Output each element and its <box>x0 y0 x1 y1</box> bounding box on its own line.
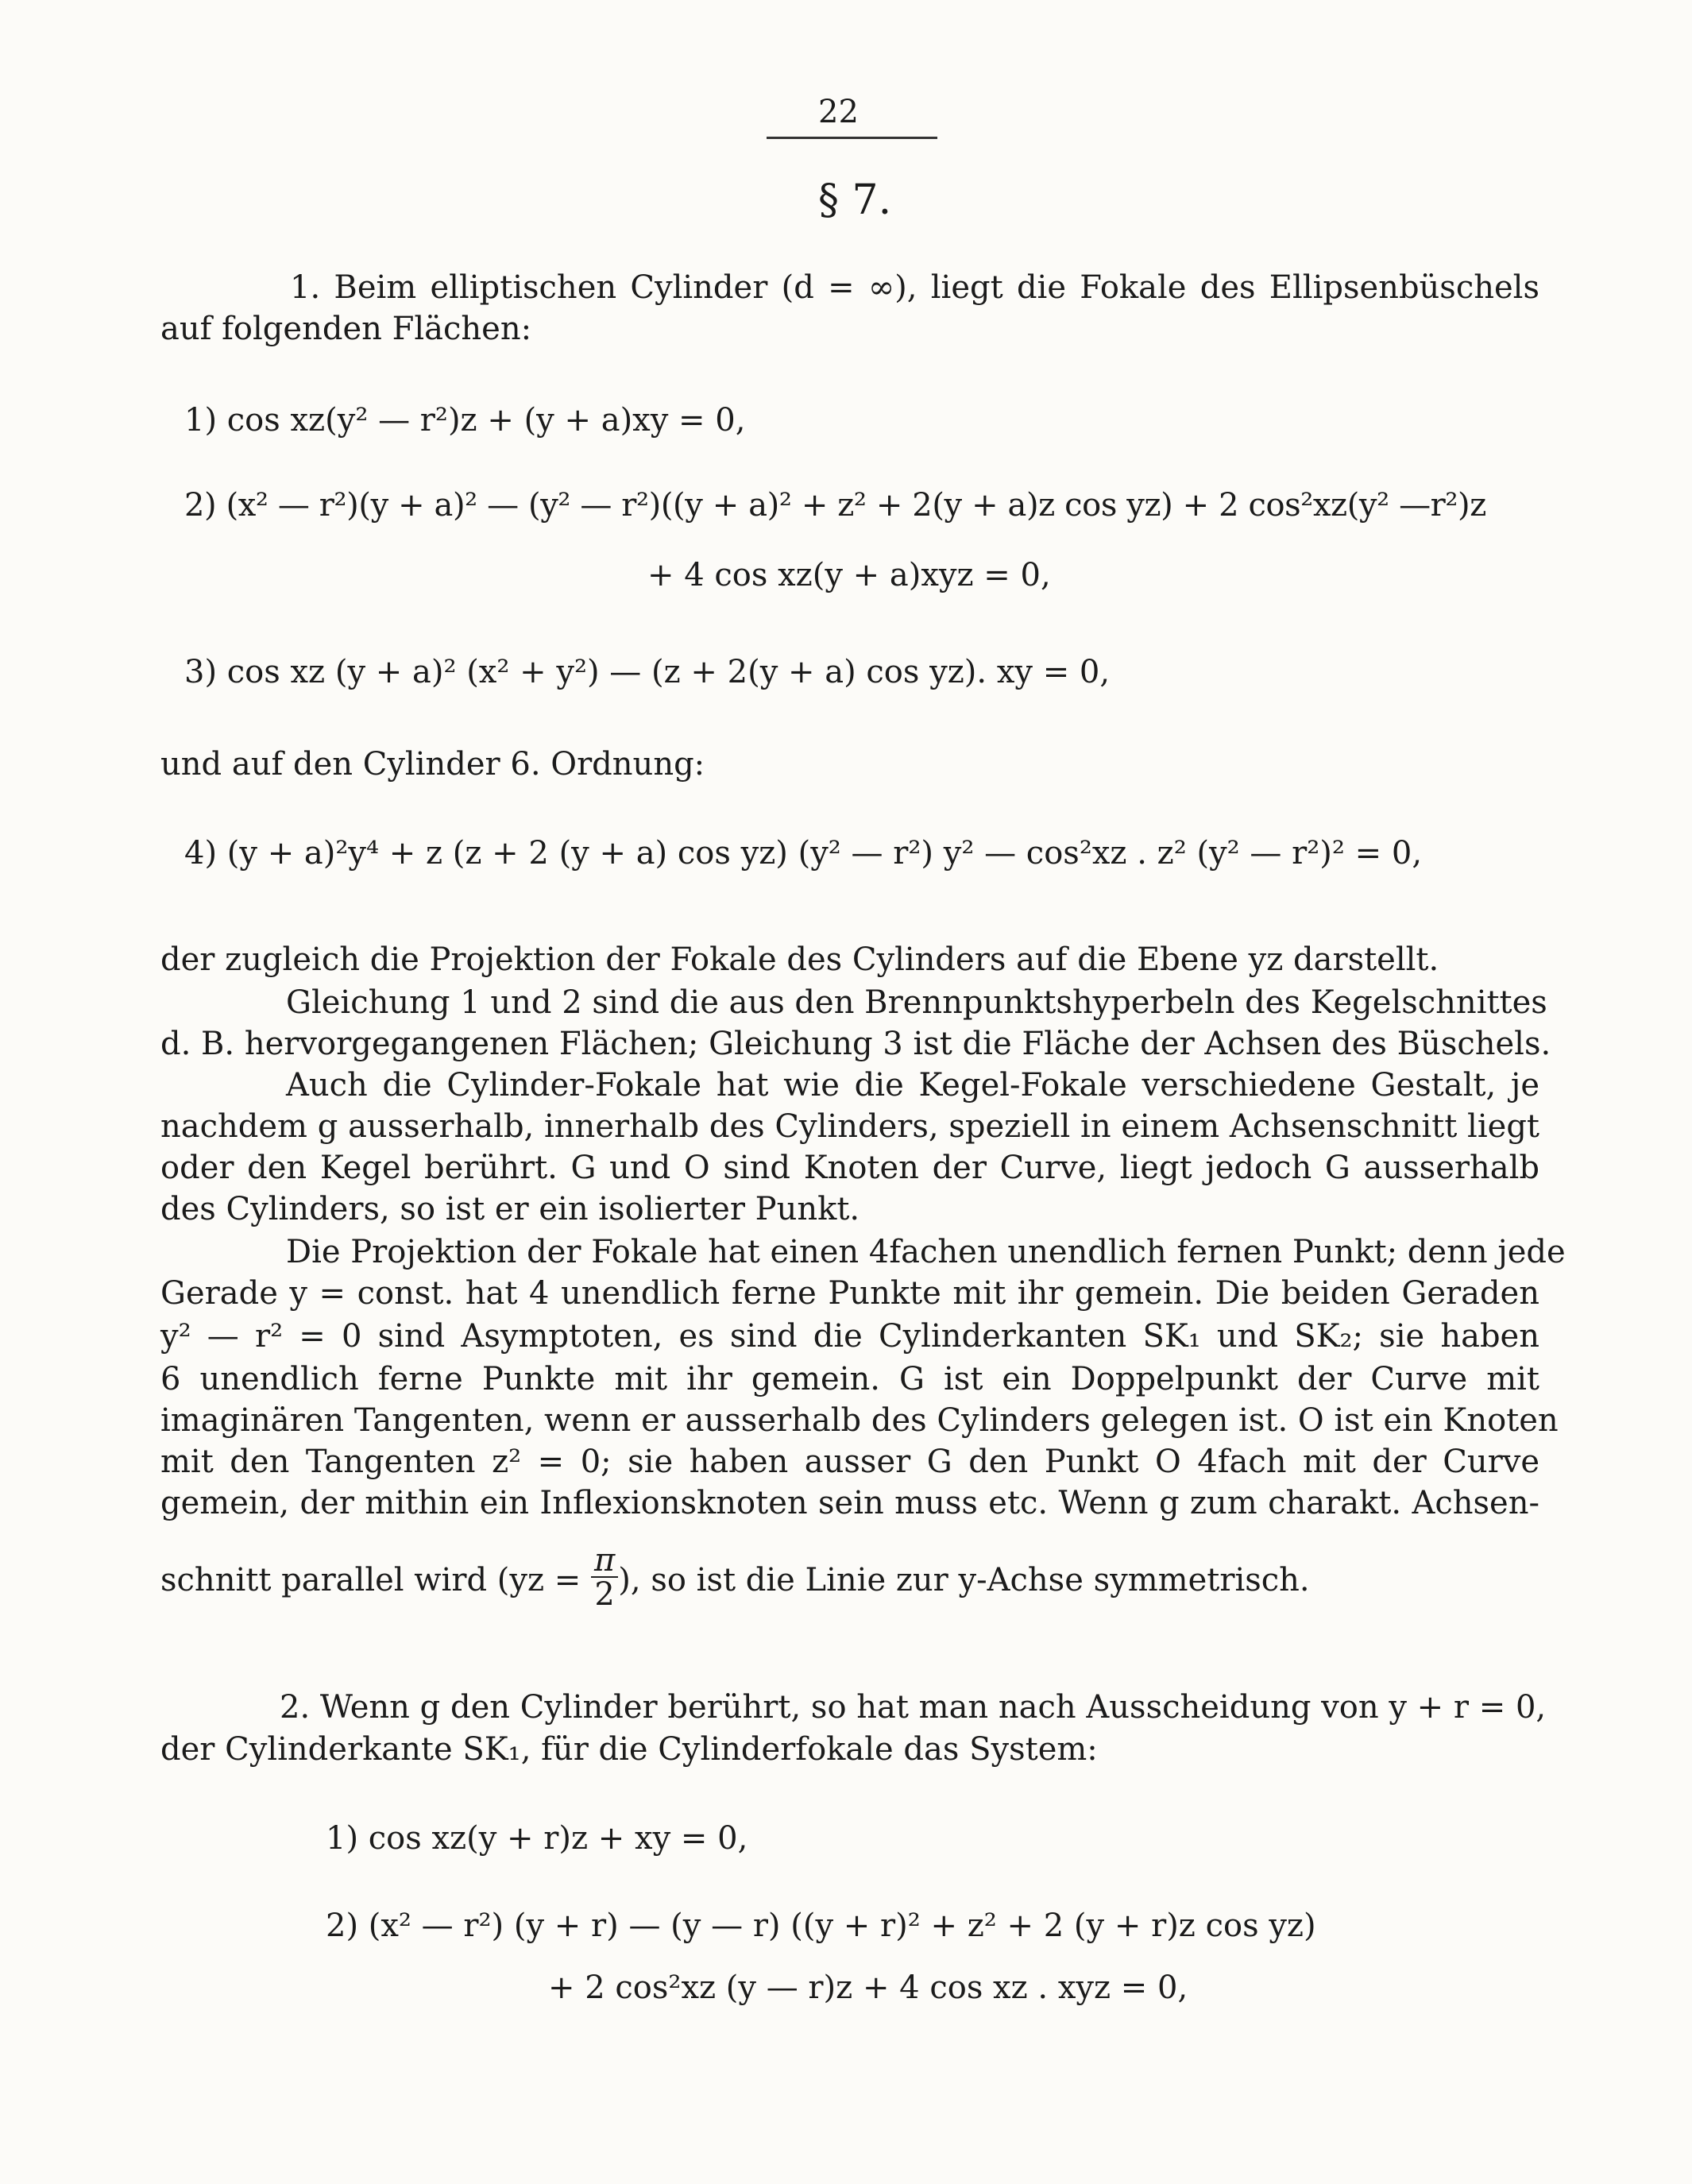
line-15-start: schnitt parallel wird (yz = <box>160 1562 581 1598</box>
line-15-end: ), so ist die Linie zur y-Achse symmetrisch. <box>618 1562 1310 1598</box>
fraction-numerator: π <box>594 1542 616 1579</box>
equation-5: 1) cos xz(y + r)z + xy = 0, <box>326 1820 748 1857</box>
page-number: 22 <box>818 94 859 130</box>
cylinder-intro: und auf den Cylinder 6. Ordnung: <box>160 746 705 783</box>
paragraph-2-line-3: d. B. hervorgegangenen Flächen; Gleichung 3 ist die Fläche der Achsen des Büschels. <box>160 1026 1551 1062</box>
paragraph-3-line-1: 2. Wenn g den Cylinder berührt, so hat man nach Ausscheidung von y + r = 0, <box>280 1689 1547 1726</box>
paragraph-2-line-12: imaginären Tangenten, wenn er ausserhalb des Cylinders gelegen ist. O ist ein Knoten <box>160 1402 1559 1439</box>
paragraph-2-line-1: der zugleich die Projektion der Fokale des Cylinders auf die Ebene yz darstellt. <box>160 941 1439 978</box>
paragraph-2-line-2: Gleichung 1 und 2 sind die aus den Brennpunktshyperbeln des Kegelschnittes <box>286 984 1547 1021</box>
paragraph-2-line-15 <box>160 1542 1310 1616</box>
paragraph-1-line-1: 1. Beim elliptischen Cylinder (d = ∞), liegt die Fokale des Ellipsenbüschels <box>290 269 1539 306</box>
equation-2-line-2: + 4 cos xz(y + a)xyz = 0, <box>647 557 1051 593</box>
paragraph-2-line-10: y² — r² = 0 sind Asymptoten, es sind die Cylinderkanten SK₁ und SK₂; sie haben <box>160 1318 1539 1355</box>
paragraph-2-line-7: des Cylinders, so ist er ein isolierter Punkt. <box>160 1191 860 1227</box>
equation-4: 4) (y + a)²y⁴ + z (z + 2 (y + a) cos yz) (y² — r²) y² — cos²xz . z² (y² — r²)² = 0, <box>184 835 1423 872</box>
equation-6-line-2: + 2 cos²xz (y — r)z + 4 cos xz . xyz = 0, <box>548 1969 1188 2006</box>
section-heading: § 7. <box>818 176 892 224</box>
paragraph-2-line-4: Auch die Cylinder-Fokale hat wie die Kegel-Fokale verschiedene Gestalt, je <box>286 1067 1539 1104</box>
paragraph-2-line-14: gemein, der mithin ein Inflexionsknoten sein muss etc. Wenn g zum charakt. Achsen- <box>160 1485 1539 1521</box>
paragraph-1-line-2: auf folgenden Flächen: <box>160 311 532 347</box>
paragraph-2-line-8: Die Projektion der Fokale hat einen 4fachen unendlich fernen Punkt; denn jede <box>286 1234 1566 1270</box>
pi-over-two-fraction <box>591 1544 618 1611</box>
equation-1: 1) cos xz(y² — r²)z + (y + a)xy = 0, <box>184 402 746 439</box>
equation-3: 3) cos xz (y + a)² (x² + y²) — (z + 2(y + a) cos yz). xy = 0, <box>184 654 1111 690</box>
paragraph-2-line-6: oder den Kegel berührt. G und O sind Knoten der Curve, liegt jedoch G ausserhalb <box>160 1150 1539 1186</box>
equation-6-line-1: 2) (x² — r²) (y + r) — (y — r) ((y + r)² + z² + 2 (y + r)z cos yz) <box>326 1908 1316 1944</box>
paragraph-2-line-5: nachdem g ausserhalb, innerhalb des Cylinders, speziell in einem Achsenschnitt liegt <box>160 1108 1539 1145</box>
header-rule <box>767 137 937 139</box>
equation-2-line-1: 2) (x² — r²)(y + a)² — (y² — r²)((y + a)² + z² + 2(y + a)z cos yz) + 2 cos²xz(y² —r²)z <box>184 487 1486 524</box>
paragraph-2-line-11: 6 unendlich ferne Punkte mit ihr gemein. G ist ein Doppelpunkt der Curve mit <box>160 1361 1539 1397</box>
paragraph-2-line-9: Gerade y = const. hat 4 unendlich ferne Punkte mit ihr gemein. Die beiden Geraden <box>160 1275 1539 1312</box>
paragraph-3-line-2: der Cylinderkante SK₁, für die Cylinderfokale das System: <box>160 1731 1098 1768</box>
paragraph-2-line-13: mit den Tangenten z² = 0; sie haben ausser G den Punkt O 4fach mit der Curve <box>160 1444 1539 1480</box>
fraction-denominator: 2 <box>591 1576 618 1611</box>
